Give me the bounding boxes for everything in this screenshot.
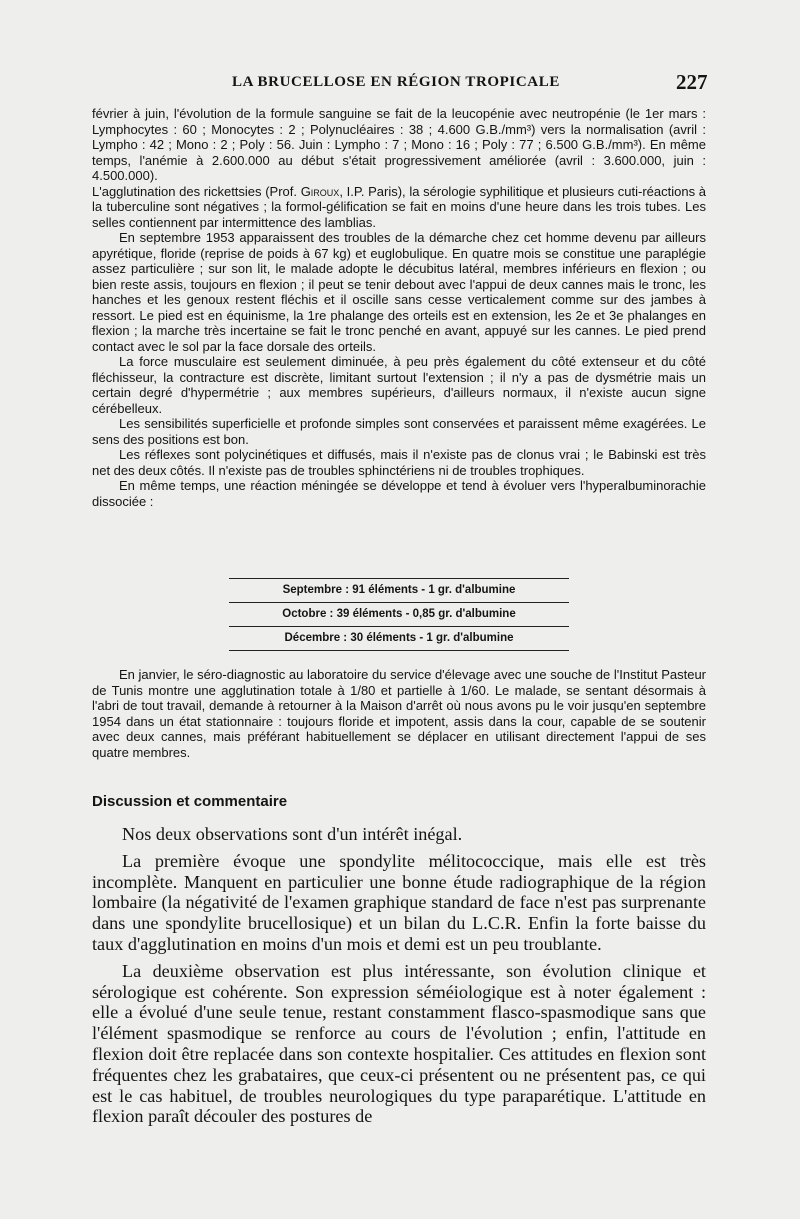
discussion-paragraph: La première évoque une spondylite mélitococcique, mais elle est très incomplète. Manquent en particulier une bonne étude radiographique de la région lombaire (la négativité de l'examen graphique standard de face n'est pas surprenante dans une spondylite brucellosique) et un bilan du L.C.R. Enfin la forte baisse du taux d'agglutination en moins d'un mois et demi est un peu troublante. <box>92 850 706 954</box>
table-row: Décembre : 30 éléments - 1 gr. d'albumine <box>229 626 569 651</box>
paragraph-sero-diagnostic: En janvier, le séro-diagnostic au laboratoire du service d'élevage avec une souche de l'Institut Pasteur de Tunis montre une agglutination totale à 1/80 et partielle à 1/60. Le malade, se sentant désormais à l'abri de tout travail, demande à retourner à la Maison d'arrêt où nous avons pu le voir jusqu'en septembre 1954 dans un état stationnaire : toujours floride et impotent, assis dans la cour, capable de se soutenir avec deux cannes, mais préférant habituellement se déplacer en utilisant directement l'appui de ses quatre membres. <box>92 667 706 760</box>
paragraph-meningeal-reaction: En même temps, une réaction méningée se développe et tend à évoluer vers l'hyperalbuminorachie dissociée : <box>92 478 706 509</box>
paragraph-sensibility: Les sensibilités superficielle et profonde simples sont conservées et paraissent même exagérées. Le sens des positions est bon. <box>92 416 706 447</box>
paragraph-agglutination <box>92 184 706 231</box>
running-title: LA BRUCELLOSE EN RÉGION TROPICALE <box>232 74 560 90</box>
author-name: Giroux <box>300 183 340 199</box>
table-row: Septembre : 91 éléments - 1 gr. d'albumine <box>229 578 569 602</box>
discussion-paragraph: La deuxième observation est plus intéressante, son évolution clinique et sérologique est cohérente. Son expression séméiologique est à noter également : elle a évolué d'une seule tenue, restant constamment flasco-spasmodique sans que l'élément spasmodique se renforce au cours de l'évolution ; enfin, l'attitude en flexion doit être replacée dans son contexte hospitalier. Ces attitudes en flexion sont fréquentes chez les grabataires, que ceux-ci présentent ou ne présentent pas, ce qui est le cas habituel, de troubles neurologiques du type paraparétique. L'attitude en flexion paraît découler des postures de <box>92 960 706 1127</box>
page-number: 227 <box>676 70 708 94</box>
paragraph-muscle-strength: La force musculaire est seulement diminuée, à peu près également du côté extenseur et du côté fléchisseur, la contracture est discrète, limitant surtout l'extension ; il n'y a pas de dysmétrie mais un certain degré d'hypermétrie ; aux membres supérieurs, d'ailleurs normaux, il n'existe aucun signe cérébelleux. <box>92 354 706 416</box>
agglutination-text-before: L'agglutination des rickettsies (Prof. <box>92 183 301 199</box>
table-row: Octobre : 39 éléments - 0,85 gr. d'albumine <box>229 602 569 626</box>
albumin-table <box>229 578 569 651</box>
case-report-text <box>92 106 706 509</box>
agglutination-text-after: , I.P. Paris), la sérologie syphilitique et plusieurs cuti-réactions à la tuberculine sont négatives ; la formol-gélification se fait en moins d'une heure dans les trois tubes. Les selles contiennent par intermittence des lamblias. <box>92 183 706 230</box>
case-report-continuation <box>92 667 706 760</box>
running-head <box>0 70 800 100</box>
paragraph-reflexes: Les réflexes sont polycinétiques et diffusés, mais il n'existe pas de clonus vrai ; le Babinski est très net des deux côtés. Il n'existe pas de troubles sphinctériens ni de troubles trophiques. <box>92 447 706 478</box>
discussion-paragraph: Nos deux observations sont d'un intérêt inégal. <box>122 824 463 844</box>
section-heading: Discussion et commentaire <box>92 793 288 810</box>
discussion-text <box>92 824 706 1133</box>
paragraph-blood-formula: février à juin, l'évolution de la formule sanguine se fait de la leucopénie avec neutropénie (le 1er mars : Lymphocytes : 60 ; Monocytes : 2 ; Polynucléaires : 38 ; 4.600 G.B./mm³) vers la normalisation (avril : Lympho : 42 ; Mono : 2 ; Poly : 56. Juin : Lympho : 7 ; Mono : 16 ; Poly : 77 ; 6.500 G.B./mm³). En même temps, l'anémie à 2.600.000 au début s'était progressivement améliorée (avril : 3.600.000, juin : 4.500.000). <box>92 106 706 183</box>
paragraph-gait-troubles: En septembre 1953 apparaissent des troubles de la démarche chez cet homme devenu par ailleurs apyrétique, floride (reprise de poids à 67 kg) et euglobulique. En quatre mois se constitue une paraplégie assez particulière ; sur son lit, le malade adopte le décubitus latéral, membres inférieurs en flexion ; ou bien reste assis, toujours en flexion ; il peut se tenir debout avec l'appui de deux cannes mais le tronc, les hanches et les genoux restent fléchis et il oscille sans cesse verticalement comme sur des jambes à ressort. Le pied est en équinisme, la 1re phalange des orteils est en extension, les 2e et 3e phalanges en flexion ; la marche très incertaine se fait le tronc penché en avant, appuyé sur les cannes. Le pied prend contact avec le sol par la face dorsale des orteils. <box>92 230 706 354</box>
